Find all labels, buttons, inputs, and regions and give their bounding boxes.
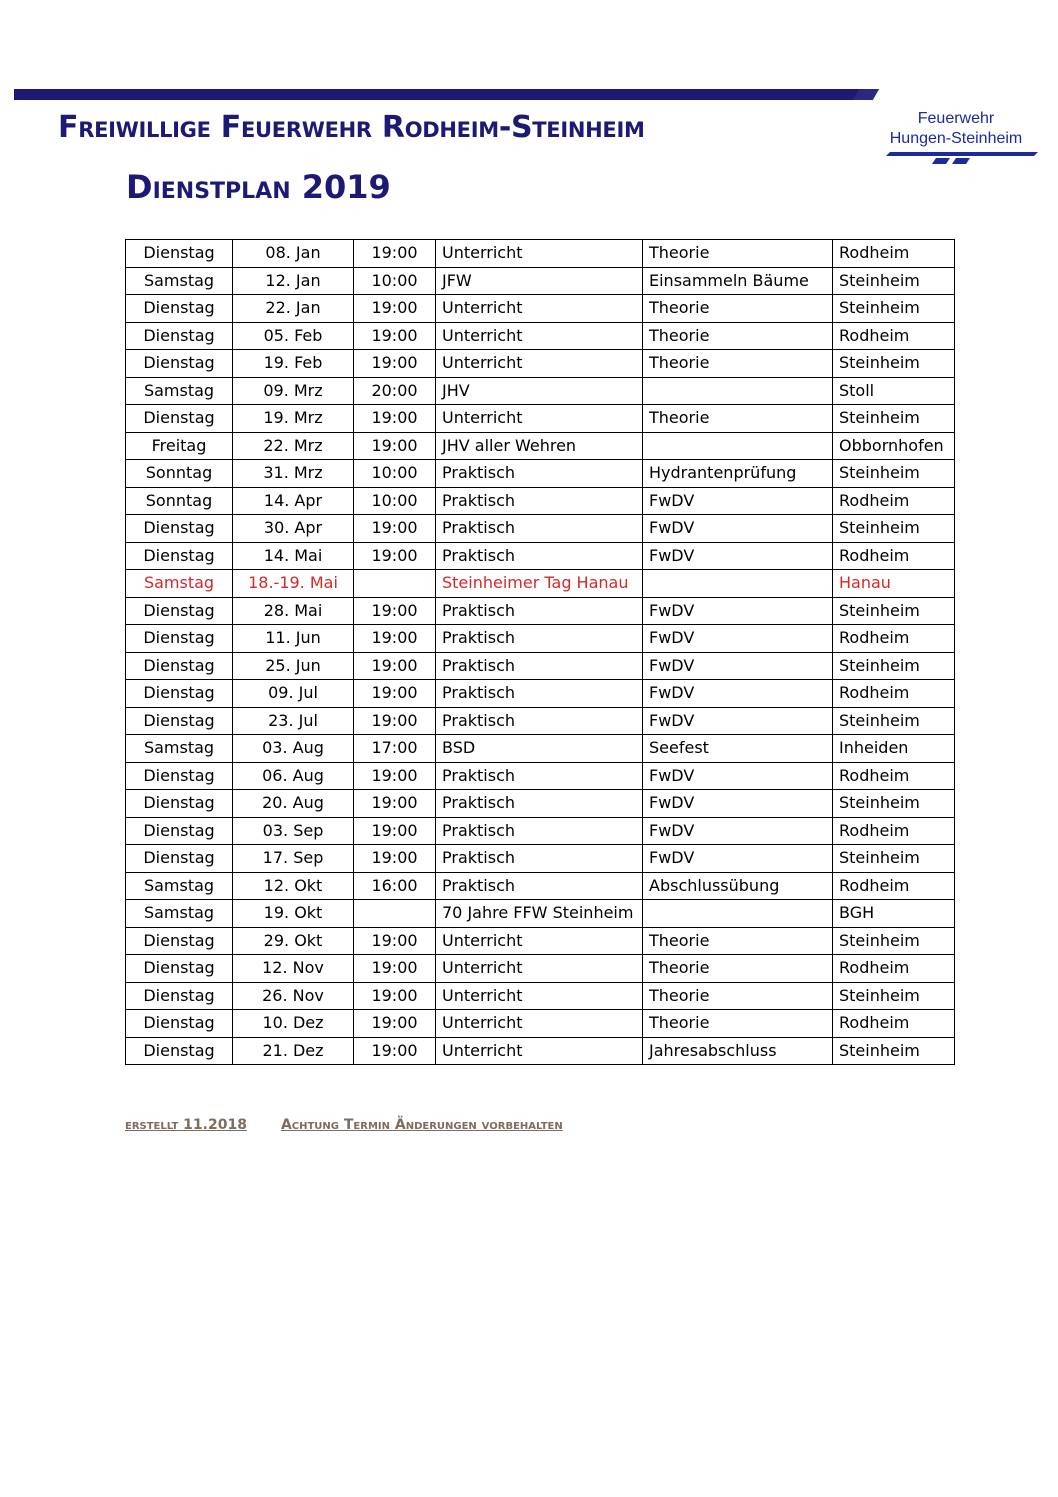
- type-cell: Praktisch: [436, 515, 643, 543]
- table-row: [126, 762, 955, 790]
- day-cell: Dienstag: [126, 762, 233, 790]
- topic-cell: Theorie: [643, 350, 833, 378]
- day-cell: Dienstag: [126, 680, 233, 708]
- type-cell: Praktisch: [436, 460, 643, 488]
- place-cell: Rodheim: [833, 542, 955, 570]
- type-cell: Unterricht: [436, 927, 643, 955]
- table-row: [126, 350, 955, 378]
- place-cell: Rodheim: [833, 487, 955, 515]
- topic-cell: FwDV: [643, 625, 833, 653]
- header-rule: [14, 89, 872, 100]
- topic-cell: Theorie: [643, 982, 833, 1010]
- date-cell: 23. Jul: [233, 707, 354, 735]
- time-cell: 19:00: [354, 432, 436, 460]
- table-row: [126, 240, 955, 268]
- table-row: [126, 432, 955, 460]
- place-cell: Steinheim: [833, 515, 955, 543]
- table-row: [126, 322, 955, 350]
- date-cell: 14. Apr: [233, 487, 354, 515]
- day-cell: Dienstag: [126, 1010, 233, 1038]
- type-cell: Unterricht: [436, 350, 643, 378]
- type-cell: Praktisch: [436, 625, 643, 653]
- place-cell: Hanau: [833, 570, 955, 598]
- topic-cell: Seefest: [643, 735, 833, 763]
- place-cell: Steinheim: [833, 982, 955, 1010]
- type-cell: Praktisch: [436, 762, 643, 790]
- table-row: [126, 817, 955, 845]
- time-cell: 19:00: [354, 982, 436, 1010]
- topic-cell: [643, 377, 833, 405]
- table-row: [126, 460, 955, 488]
- place-cell: Rodheim: [833, 322, 955, 350]
- type-cell: Praktisch: [436, 652, 643, 680]
- topic-cell: Theorie: [643, 405, 833, 433]
- table-row: [126, 927, 955, 955]
- table-row: [126, 542, 955, 570]
- place-cell: Inheiden: [833, 735, 955, 763]
- type-cell: Praktisch: [436, 542, 643, 570]
- topic-cell: Theorie: [643, 322, 833, 350]
- date-cell: 29. Okt: [233, 927, 354, 955]
- day-cell: Dienstag: [126, 597, 233, 625]
- type-cell: Unterricht: [436, 1010, 643, 1038]
- topic-cell: [643, 900, 833, 928]
- topic-cell: Theorie: [643, 955, 833, 983]
- date-cell: 09. Mrz: [233, 377, 354, 405]
- table-row: [126, 625, 955, 653]
- day-cell: Dienstag: [126, 350, 233, 378]
- time-cell: 19:00: [354, 515, 436, 543]
- type-cell: Unterricht: [436, 240, 643, 268]
- place-cell: Steinheim: [833, 460, 955, 488]
- place-cell: Steinheim: [833, 350, 955, 378]
- logo-line-1: Feuerwehr: [917, 110, 995, 127]
- table-row: [126, 735, 955, 763]
- place-cell: Steinheim: [833, 652, 955, 680]
- table-row: [126, 487, 955, 515]
- place-cell: BGH: [833, 900, 955, 928]
- type-cell: Unterricht: [436, 295, 643, 323]
- date-cell: 12. Nov: [233, 955, 354, 983]
- place-cell: Rodheim: [833, 762, 955, 790]
- table-row: [126, 707, 955, 735]
- day-cell: Dienstag: [126, 845, 233, 873]
- date-cell: 03. Sep: [233, 817, 354, 845]
- day-cell: Samstag: [126, 267, 233, 295]
- date-cell: 28. Mai: [233, 597, 354, 625]
- date-cell: 22. Jan: [233, 295, 354, 323]
- date-cell: 08. Jan: [233, 240, 354, 268]
- type-cell: Praktisch: [436, 597, 643, 625]
- topic-cell: FwDV: [643, 597, 833, 625]
- topic-cell: Hydrantenprüfung: [643, 460, 833, 488]
- logo-line-2: Hungen-Steinheim: [889, 130, 1023, 147]
- topic-cell: FwDV: [643, 542, 833, 570]
- place-cell: Rodheim: [833, 817, 955, 845]
- topic-cell: FwDV: [643, 652, 833, 680]
- topic-cell: Theorie: [643, 927, 833, 955]
- time-cell: 20:00: [354, 377, 436, 405]
- topic-cell: FwDV: [643, 515, 833, 543]
- table-row: [126, 405, 955, 433]
- time-cell: 19:00: [354, 542, 436, 570]
- time-cell: 19:00: [354, 322, 436, 350]
- topic-cell: FwDV: [643, 487, 833, 515]
- place-cell: Steinheim: [833, 1037, 955, 1065]
- type-cell: Steinheimer Tag Hanau: [436, 570, 643, 598]
- time-cell: [354, 570, 436, 598]
- day-cell: Dienstag: [126, 240, 233, 268]
- footer-note: [125, 1117, 563, 1133]
- topic-cell: FwDV: [643, 790, 833, 818]
- time-cell: 19:00: [354, 240, 436, 268]
- time-cell: 19:00: [354, 680, 436, 708]
- day-cell: Dienstag: [126, 790, 233, 818]
- place-cell: Rodheim: [833, 955, 955, 983]
- time-cell: 19:00: [354, 817, 436, 845]
- fire-department-logo: [866, 108, 1046, 168]
- type-cell: Unterricht: [436, 982, 643, 1010]
- time-cell: [354, 900, 436, 928]
- place-cell: Steinheim: [833, 597, 955, 625]
- place-cell: Steinheim: [833, 845, 955, 873]
- day-cell: Samstag: [126, 377, 233, 405]
- schedule-body: [126, 240, 955, 1065]
- date-cell: 31. Mrz: [233, 460, 354, 488]
- time-cell: 19:00: [354, 295, 436, 323]
- place-cell: Stoll: [833, 377, 955, 405]
- date-cell: 10. Dez: [233, 1010, 354, 1038]
- place-cell: Steinheim: [833, 405, 955, 433]
- day-cell: Dienstag: [126, 652, 233, 680]
- place-cell: Steinheim: [833, 707, 955, 735]
- day-cell: Dienstag: [126, 982, 233, 1010]
- table-row: [126, 1037, 955, 1065]
- place-cell: Steinheim: [833, 927, 955, 955]
- change-notice: Achtung Termin Änderungen vorbehalten: [280, 1117, 563, 1133]
- logo-stripes-icon: [866, 108, 1046, 168]
- day-cell: Dienstag: [126, 542, 233, 570]
- time-cell: 17:00: [354, 735, 436, 763]
- date-cell: 19. Feb: [233, 350, 354, 378]
- date-cell: 11. Jun: [233, 625, 354, 653]
- date-cell: 17. Sep: [233, 845, 354, 873]
- place-cell: Steinheim: [833, 295, 955, 323]
- type-cell: JHV: [436, 377, 643, 405]
- date-cell: 06. Aug: [233, 762, 354, 790]
- topic-cell: FwDV: [643, 817, 833, 845]
- table-row: [126, 515, 955, 543]
- type-cell: BSD: [436, 735, 643, 763]
- day-cell: Freitag: [126, 432, 233, 460]
- type-cell: Praktisch: [436, 790, 643, 818]
- day-cell: Dienstag: [126, 295, 233, 323]
- place-cell: Rodheim: [833, 680, 955, 708]
- topic-cell: Theorie: [643, 295, 833, 323]
- type-cell: Praktisch: [436, 707, 643, 735]
- date-cell: 05. Feb: [233, 322, 354, 350]
- topic-cell: [643, 432, 833, 460]
- day-cell: Dienstag: [126, 955, 233, 983]
- type-cell: JHV aller Wehren: [436, 432, 643, 460]
- date-cell: 18.-19. Mai: [233, 570, 354, 598]
- type-cell: Praktisch: [436, 487, 643, 515]
- table-row: [126, 295, 955, 323]
- time-cell: 10:00: [354, 267, 436, 295]
- time-cell: 19:00: [354, 597, 436, 625]
- table-row: [126, 790, 955, 818]
- place-cell: Rodheim: [833, 625, 955, 653]
- date-cell: 21. Dez: [233, 1037, 354, 1065]
- place-cell: Rodheim: [833, 872, 955, 900]
- time-cell: 10:00: [354, 460, 436, 488]
- place-cell: Steinheim: [833, 790, 955, 818]
- place-cell: Obbornhofen: [833, 432, 955, 460]
- schedule-table: [125, 239, 955, 1065]
- day-cell: Dienstag: [126, 707, 233, 735]
- day-cell: Dienstag: [126, 405, 233, 433]
- place-cell: Rodheim: [833, 1010, 955, 1038]
- topic-cell: [643, 570, 833, 598]
- time-cell: 19:00: [354, 350, 436, 378]
- date-cell: 25. Jun: [233, 652, 354, 680]
- day-cell: Dienstag: [126, 817, 233, 845]
- page-subtitle: Dienstplan 2019: [126, 168, 391, 206]
- table-row: [126, 982, 955, 1010]
- table-row: [126, 1010, 955, 1038]
- time-cell: 19:00: [354, 652, 436, 680]
- time-cell: 19:00: [354, 955, 436, 983]
- topic-cell: FwDV: [643, 762, 833, 790]
- topic-cell: FwDV: [643, 680, 833, 708]
- place-cell: Steinheim: [833, 267, 955, 295]
- date-cell: 30. Apr: [233, 515, 354, 543]
- date-cell: 19. Okt: [233, 900, 354, 928]
- day-cell: Sonntag: [126, 487, 233, 515]
- date-cell: 12. Jan: [233, 267, 354, 295]
- topic-cell: Theorie: [643, 1010, 833, 1038]
- type-cell: JFW: [436, 267, 643, 295]
- date-cell: 26. Nov: [233, 982, 354, 1010]
- time-cell: 19:00: [354, 707, 436, 735]
- time-cell: 16:00: [354, 872, 436, 900]
- day-cell: Samstag: [126, 570, 233, 598]
- topic-cell: FwDV: [643, 707, 833, 735]
- table-row: [126, 680, 955, 708]
- type-cell: Praktisch: [436, 680, 643, 708]
- time-cell: 19:00: [354, 762, 436, 790]
- type-cell: Praktisch: [436, 817, 643, 845]
- page-title: Freiwillige Feuerwehr Rodheim-Steinheim: [58, 110, 645, 145]
- created-date: erstellt 11.2018: [125, 1117, 247, 1133]
- type-cell: 70 Jahre FFW Steinheim: [436, 900, 643, 928]
- date-cell: 19. Mrz: [233, 405, 354, 433]
- date-cell: 09. Jul: [233, 680, 354, 708]
- type-cell: Unterricht: [436, 1037, 643, 1065]
- table-row: [126, 845, 955, 873]
- table-row: [126, 377, 955, 405]
- day-cell: Samstag: [126, 735, 233, 763]
- table-row: [126, 955, 955, 983]
- day-cell: Dienstag: [126, 625, 233, 653]
- place-cell: Rodheim: [833, 240, 955, 268]
- table-row: [126, 267, 955, 295]
- date-cell: 14. Mai: [233, 542, 354, 570]
- day-cell: Samstag: [126, 900, 233, 928]
- day-cell: Dienstag: [126, 322, 233, 350]
- type-cell: Unterricht: [436, 405, 643, 433]
- date-cell: 20. Aug: [233, 790, 354, 818]
- topic-cell: Theorie: [643, 240, 833, 268]
- date-cell: 12. Okt: [233, 872, 354, 900]
- day-cell: Dienstag: [126, 927, 233, 955]
- table-row: [126, 570, 955, 598]
- day-cell: Dienstag: [126, 515, 233, 543]
- time-cell: 19:00: [354, 927, 436, 955]
- time-cell: 19:00: [354, 845, 436, 873]
- table-row: [126, 872, 955, 900]
- day-cell: Sonntag: [126, 460, 233, 488]
- table-row: [126, 652, 955, 680]
- topic-cell: Einsammeln Bäume: [643, 267, 833, 295]
- type-cell: Unterricht: [436, 955, 643, 983]
- topic-cell: Jahresabschluss: [643, 1037, 833, 1065]
- table-row: [126, 900, 955, 928]
- day-cell: Samstag: [126, 872, 233, 900]
- topic-cell: Abschlussübung: [643, 872, 833, 900]
- day-cell: Dienstag: [126, 1037, 233, 1065]
- time-cell: 19:00: [354, 1037, 436, 1065]
- time-cell: 19:00: [354, 1010, 436, 1038]
- topic-cell: FwDV: [643, 845, 833, 873]
- type-cell: Unterricht: [436, 322, 643, 350]
- type-cell: Praktisch: [436, 845, 643, 873]
- time-cell: 19:00: [354, 790, 436, 818]
- time-cell: 19:00: [354, 405, 436, 433]
- date-cell: 22. Mrz: [233, 432, 354, 460]
- time-cell: 10:00: [354, 487, 436, 515]
- date-cell: 03. Aug: [233, 735, 354, 763]
- type-cell: Praktisch: [436, 872, 643, 900]
- time-cell: 19:00: [354, 625, 436, 653]
- table-row: [126, 597, 955, 625]
